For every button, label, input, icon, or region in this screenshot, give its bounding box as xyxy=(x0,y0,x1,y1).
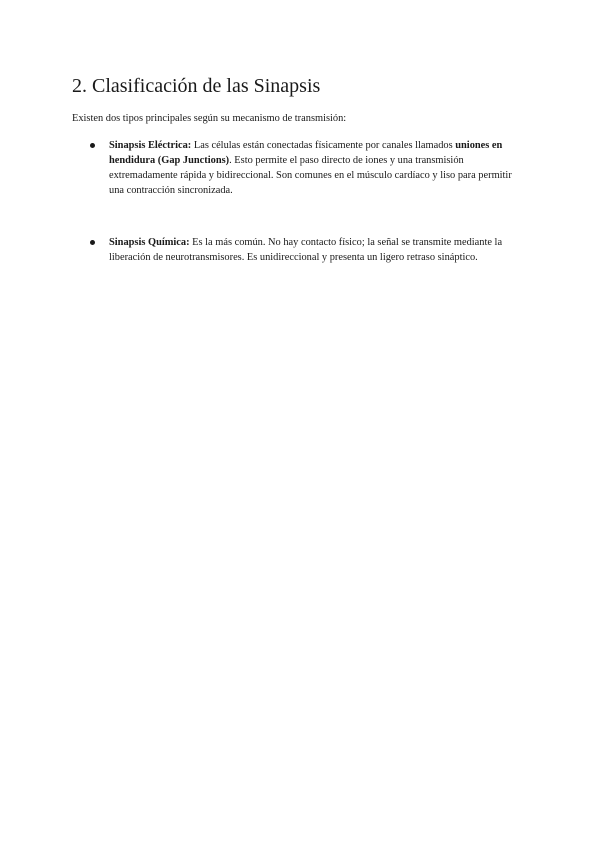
bullet-icon xyxy=(90,143,95,148)
intro-paragraph: Existen dos tipos principales según su mecanismo de transmisión: xyxy=(72,113,347,124)
bullet-icon xyxy=(90,240,95,245)
list-item-text xyxy=(109,235,519,265)
section-heading: 2. Clasificación de las Sinapsis xyxy=(72,75,321,97)
term-label: Sinapsis Eléctrica: xyxy=(109,140,192,151)
term-label: Sinapsis Química: xyxy=(109,237,190,248)
body-text: Las células están conectadas físicamente por canales llamados xyxy=(191,140,456,151)
bold-phrase: uniones en hendidura (Gap Junctions) xyxy=(109,140,503,166)
body-text: Es la más común. No hay contacto físico; la señal se transmite mediante la liberación de neurotransmisores. Es unidireccional y presenta un ligero retraso sináptico. xyxy=(109,237,503,263)
body-text: . Esto permite el paso directo de iones y una transmisión extremadamente rápida y bidireccional. Son comunes en el músculo cardíaco y liso para permitir una contracción sincronizada. xyxy=(109,155,512,196)
list-item-text xyxy=(109,138,519,198)
